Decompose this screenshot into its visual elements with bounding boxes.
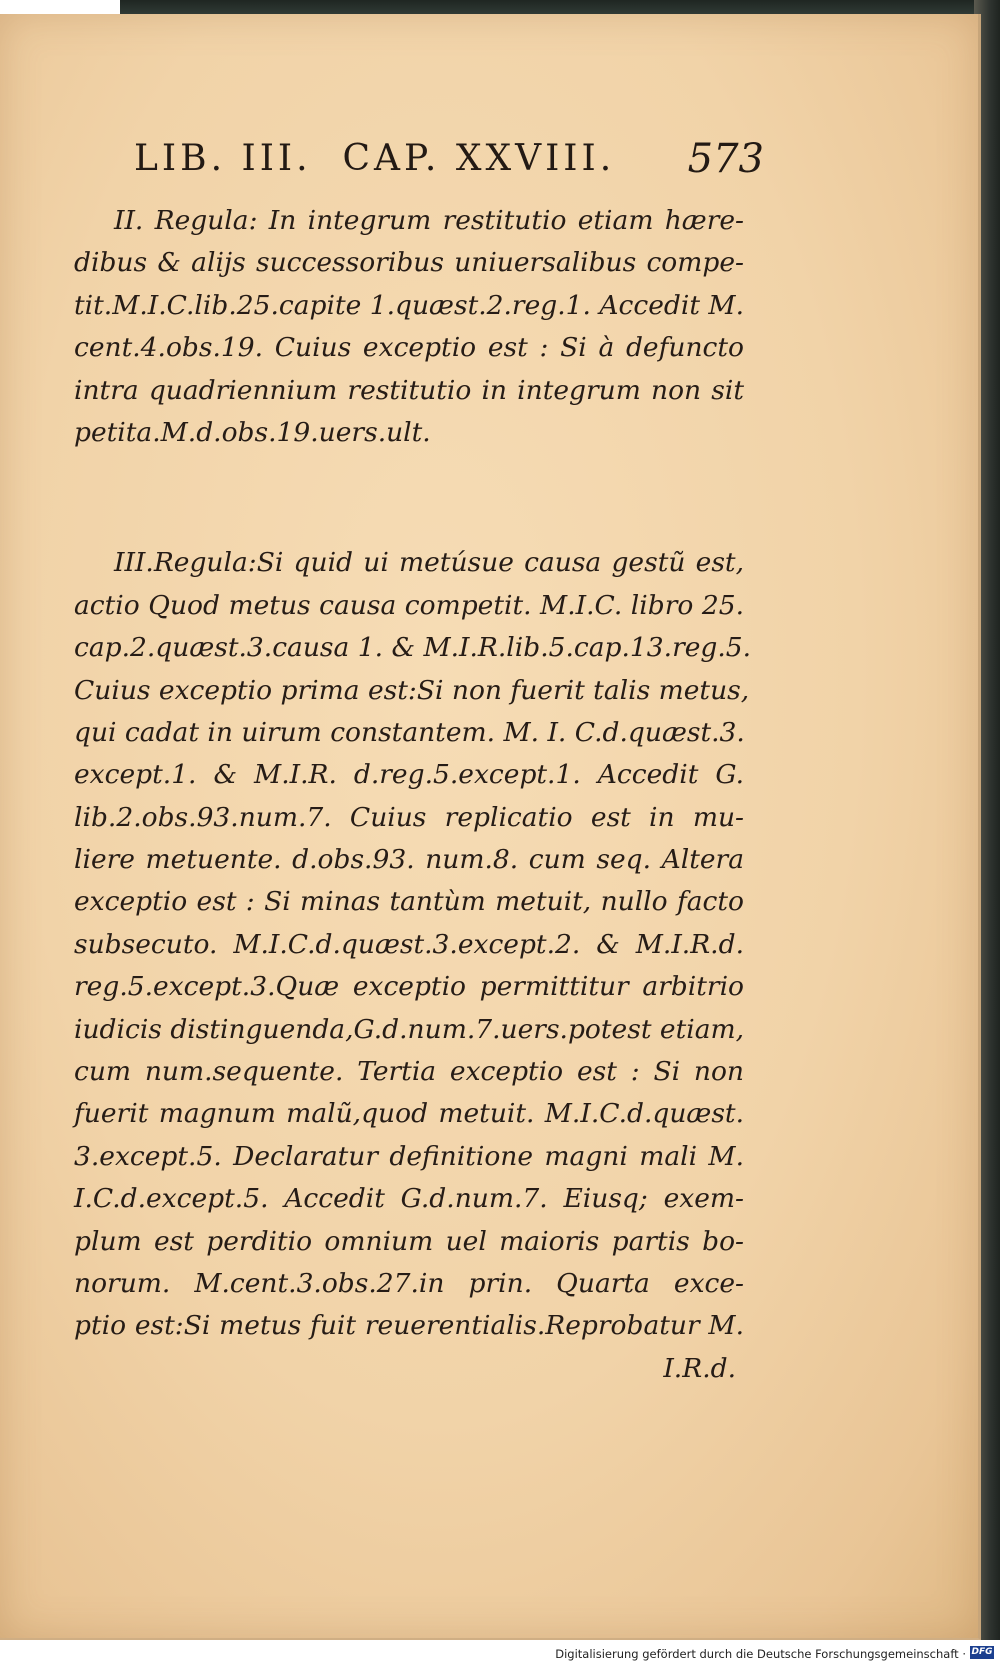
text-line: petita.M.d.obs.19.uers.ult. bbox=[74, 416, 431, 448]
page-header bbox=[134, 138, 764, 198]
section-heading-line bbox=[74, 498, 744, 542]
text-line: III.Regula:Si quid ui metúsue causa gestũ est, bbox=[114, 547, 744, 579]
text-line: qui cadat in uirum constantem. M. I. C.d.quæst.3. bbox=[74, 716, 745, 748]
text-line: liere metuente. d.obs.93. num.8. cum seq. Altera bbox=[74, 844, 744, 876]
text-line: reg.5.except.3.Quæ exceptio permittitur arbitrio bbox=[74, 971, 744, 1003]
text-line: cum num.sequente. Tertia exceptio est : Si non bbox=[74, 1056, 744, 1088]
main-text-block bbox=[74, 200, 752, 1390]
text-line: cent.4.obs.19. Cuius exceptio est : Si à defuncto bbox=[74, 332, 744, 364]
digitization-credit: Digitalisierung gefördert durch die Deutsche Forschungsgemeinschaft · bbox=[555, 1647, 966, 1661]
text-line: dibus & alijs successoribus uniuersalibus compe- bbox=[74, 247, 744, 279]
dfg-logo-icon: DFG bbox=[971, 1647, 993, 1657]
text-line: fuerit magnum malũ,quod metuit. M.I.C.d.quæst. bbox=[74, 1098, 744, 1130]
text-line: Cuius exceptio prima est:Si non fuerit talis metus, bbox=[74, 674, 750, 706]
text-line: cap.2.quæst.3.causa 1. & M.I.R.lib.5.cap.13.reg.5. bbox=[74, 632, 752, 664]
text-line: 3.except.5. Declaratur definitione magni mali M. bbox=[74, 1140, 744, 1172]
text-line: norum. M.cent.3.obs.27.in prin. Quarta exce- bbox=[74, 1267, 744, 1299]
text-line: lib.2.obs.93.num.7. Cuius replicatio est in mu- bbox=[74, 801, 744, 833]
digitization-credit-bar bbox=[0, 1640, 1000, 1666]
text-line: iudicis distinguenda,G.d.num.7.uers.potest etiam, bbox=[74, 1013, 745, 1045]
page-number: 573 bbox=[687, 136, 764, 182]
text-line: actio Quod metus causa competit. M.I.C. libro 25. bbox=[74, 589, 744, 621]
text-line: exceptio est : Si minas tantùm metuit, nullo facto bbox=[74, 886, 744, 918]
book-page bbox=[0, 14, 981, 1640]
text-line: subsecuto. M.I.C.d.quæst.3.except.2. & M.I.R.d. bbox=[74, 928, 744, 960]
running-title: LIB. III. CAP. XXVIII. bbox=[134, 138, 616, 179]
text-line: except.1. & M.I.R. d.reg.5.except.1. Accedit G. bbox=[74, 759, 744, 791]
text-line: I.C.d.except.5. Accedit G.d.num.7. Eiusq; exem- bbox=[74, 1183, 744, 1215]
text-line: intra quadriennium restitutio in integrum non sit bbox=[74, 374, 744, 406]
catchword: I.R.d. bbox=[663, 1352, 736, 1384]
text-line: ptio est:Si metus fuit reuerentialis.Reprobatur M. bbox=[74, 1310, 744, 1342]
text-line: tit.M.I.C.lib.25.capite 1.quæst.2.reg.1. Accedit M. bbox=[74, 289, 744, 321]
text-line: plum est perditio omnium uel maioris partis bo- bbox=[74, 1225, 744, 1257]
text-line: II. Regula: In integrum restitutio etiam hære- bbox=[114, 205, 744, 236]
section-heading-line bbox=[74, 454, 744, 498]
